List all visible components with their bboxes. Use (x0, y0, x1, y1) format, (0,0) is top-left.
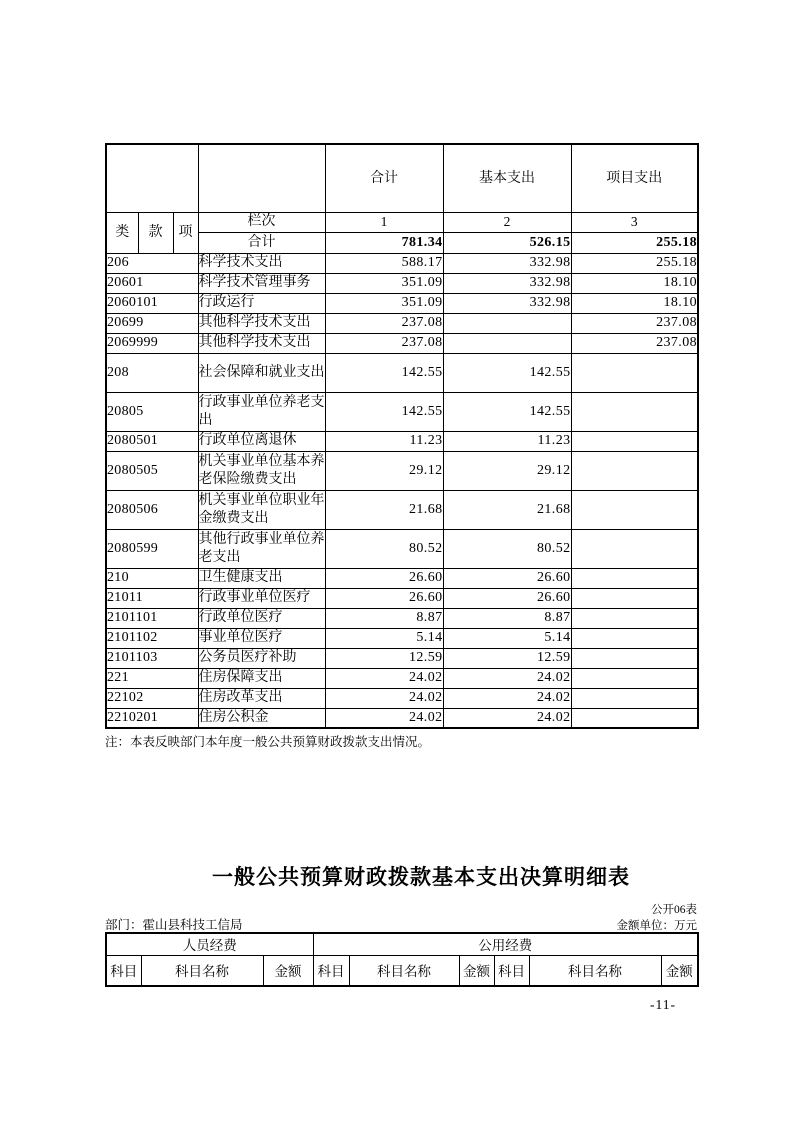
total-amount-cell: 351.09 (325, 273, 443, 293)
corner-blank-cell (106, 144, 198, 212)
subject-code-cell: 2101103 (106, 648, 198, 668)
section-title: 一般公共预算财政拨款基本支出决算明细表 (212, 866, 630, 889)
subject-code-cell: 2080505 (106, 451, 198, 490)
subject-name-cell: 其他科学技术支出 (198, 333, 325, 353)
project-amount-cell: 237.08 (571, 333, 698, 353)
table-row (106, 333, 698, 353)
project-amount-cell (571, 608, 698, 628)
basic-amount-cell: 26.60 (443, 568, 571, 588)
total-amount-cell: 11.23 (325, 431, 443, 451)
table-note: 注：本表反映部门本年度一般公共预算财政拨款支出情况。 (105, 735, 431, 749)
subject-name-cell: 机关事业单位基本养老保险缴费支出 (198, 451, 325, 490)
group-header-public: 公用经费 (313, 933, 698, 955)
project-amount-cell (571, 708, 698, 728)
basic-amount-cell: 142.55 (443, 353, 571, 392)
subject-code-cell: 206 (106, 253, 198, 273)
col-subject-name-3: 科目名称 (529, 955, 661, 986)
basic-amount-cell: 26.60 (443, 588, 571, 608)
subject-name-cell: 行政事业单位医疗 (198, 588, 325, 608)
subject-name-cell: 其他行政事业单位养老支出 (198, 529, 325, 568)
table-row (106, 353, 698, 392)
basic-amount-cell: 332.98 (443, 253, 571, 273)
basic-amount-cell: 29.12 (443, 451, 571, 490)
table-row (106, 668, 698, 688)
amount-unit-label: 金额单位：万元 (616, 920, 697, 932)
basic-amount-cell (443, 333, 571, 353)
subject-code-cell: 2101101 (106, 608, 198, 628)
basic-amount-cell: 332.98 (443, 293, 571, 313)
column-header-basic: 基本支出 (443, 144, 571, 212)
project-amount-cell: 255.18 (571, 253, 698, 273)
totals-total-cell: 781.34 (325, 232, 443, 253)
basic-amount-cell: 11.23 (443, 431, 571, 451)
basic-amount-cell (443, 313, 571, 333)
basic-amount-cell: 332.98 (443, 273, 571, 293)
col-amount-3: 金额 (661, 955, 698, 986)
table-row (106, 253, 698, 273)
table-row (106, 568, 698, 588)
basic-expenditure-detail-table (105, 932, 699, 987)
subject-name-cell: 事业单位医疗 (198, 628, 325, 648)
total-amount-cell: 12.59 (325, 648, 443, 668)
expense-group-header-row (106, 933, 698, 955)
total-amount-cell: 237.08 (325, 333, 443, 353)
subject-name-cell: 机关事业单位职业年金缴费支出 (198, 490, 325, 529)
lanci-label: 栏次 (198, 212, 325, 232)
project-amount-cell (571, 628, 698, 648)
table-row (106, 431, 698, 451)
column-header-total: 合计 (325, 144, 443, 212)
table-row (106, 688, 698, 708)
total-amount-cell: 24.02 (325, 668, 443, 688)
subject-name-cell: 公务员医疗补助 (198, 648, 325, 668)
table-row (106, 708, 698, 728)
total-amount-cell: 24.02 (325, 708, 443, 728)
basic-amount-cell: 24.02 (443, 688, 571, 708)
table-row (106, 648, 698, 668)
project-amount-cell: 237.08 (571, 313, 698, 333)
table-row (106, 588, 698, 608)
total-amount-cell: 26.60 (325, 588, 443, 608)
subject-code-cell: 2080501 (106, 431, 198, 451)
group-header-personnel: 人员经费 (106, 933, 313, 955)
project-amount-cell (571, 688, 698, 708)
subject-name-cell: 社会保障和就业支出 (198, 353, 325, 392)
table-row (106, 628, 698, 648)
col-subject-2: 科目 (313, 955, 349, 986)
project-amount-cell (571, 588, 698, 608)
expense-column-header-row (106, 955, 698, 986)
total-amount-cell: 80.52 (325, 529, 443, 568)
table-row (106, 451, 698, 490)
lanci-number-2: 2 (443, 212, 571, 232)
project-amount-cell (571, 668, 698, 688)
basic-amount-cell: 142.55 (443, 392, 571, 431)
page-number: -11- (650, 997, 676, 1012)
subject-code-cell: 208 (106, 353, 198, 392)
table-header-row-lanci (106, 212, 698, 232)
total-amount-cell: 351.09 (325, 293, 443, 313)
table-row (106, 313, 698, 333)
subject-code-cell: 2069999 (106, 333, 198, 353)
subject-code-cell: 2210201 (106, 708, 198, 728)
total-amount-cell: 8.87 (325, 608, 443, 628)
lanci-number-3: 3 (571, 212, 698, 232)
subject-code-cell: 210 (106, 568, 198, 588)
subject-name-cell: 行政运行 (198, 293, 325, 313)
subject-name-cell: 住房公积金 (198, 708, 325, 728)
project-amount-cell (571, 529, 698, 568)
project-amount-cell (571, 568, 698, 588)
subject-name-cell: 住房保障支出 (198, 668, 325, 688)
total-amount-cell: 588.17 (325, 253, 443, 273)
header-item: 项 (173, 212, 198, 253)
project-amount-cell (571, 648, 698, 668)
project-amount-cell (571, 353, 698, 392)
lanci-number-1: 1 (325, 212, 443, 232)
project-amount-cell (571, 451, 698, 490)
project-amount-cell: 18.10 (571, 293, 698, 313)
subject-code-cell: 20601 (106, 273, 198, 293)
header-class: 类 (106, 212, 138, 253)
col-subject-name-1: 科目名称 (141, 955, 263, 986)
subject-code-cell: 2101102 (106, 628, 198, 648)
col-amount-2: 金额 (459, 955, 494, 986)
subject-name-cell: 行政事业单位养老支出 (198, 392, 325, 431)
totals-basic-cell: 526.15 (443, 232, 571, 253)
subject-name-cell: 行政单位离退休 (198, 431, 325, 451)
basic-amount-cell: 24.02 (443, 668, 571, 688)
subject-code-cell: 2060101 (106, 293, 198, 313)
table-meta-row (105, 915, 697, 932)
subject-code-cell: 20699 (106, 313, 198, 333)
basic-amount-cell: 21.68 (443, 490, 571, 529)
total-amount-cell: 237.08 (325, 313, 443, 333)
table-row (106, 293, 698, 313)
subject-name-cell: 科学技术支出 (198, 253, 325, 273)
name-blank-cell (198, 144, 325, 212)
subject-name-cell: 科学技术管理事务 (198, 273, 325, 293)
total-amount-cell: 5.14 (325, 628, 443, 648)
col-amount-1: 金额 (263, 955, 313, 986)
subject-name-cell: 行政单位医疗 (198, 608, 325, 628)
project-amount-cell (571, 490, 698, 529)
subject-name-cell: 住房改革支出 (198, 688, 325, 708)
totals-project-cell: 255.18 (571, 232, 698, 253)
basic-amount-cell: 24.02 (443, 708, 571, 728)
col-subject-1: 科目 (106, 955, 141, 986)
table-row (106, 392, 698, 431)
table-row (106, 608, 698, 628)
subject-code-cell: 20805 (106, 392, 198, 431)
basic-amount-cell: 12.59 (443, 648, 571, 668)
total-amount-cell: 26.60 (325, 568, 443, 588)
table-code-label: 公开06表 (651, 904, 697, 916)
subject-code-cell: 21011 (106, 588, 198, 608)
project-amount-cell (571, 431, 698, 451)
subject-name-cell: 其他科学技术支出 (198, 313, 325, 333)
table-row (106, 490, 698, 529)
total-amount-cell: 21.68 (325, 490, 443, 529)
total-amount-cell: 24.02 (325, 688, 443, 708)
col-subject-name-2: 科目名称 (349, 955, 459, 986)
header-section: 款 (138, 212, 173, 253)
table-header-row-main (106, 144, 698, 212)
basic-amount-cell: 5.14 (443, 628, 571, 648)
basic-amount-cell: 8.87 (443, 608, 571, 628)
table-row (106, 273, 698, 293)
basic-amount-cell: 80.52 (443, 529, 571, 568)
subject-code-cell: 2080506 (106, 490, 198, 529)
column-header-project: 项目支出 (571, 144, 698, 212)
subject-code-cell: 22102 (106, 688, 198, 708)
department-label: 部门：霍山县科技工信局 (105, 918, 243, 932)
total-amount-cell: 142.55 (325, 353, 443, 392)
totals-label: 合计 (198, 232, 325, 253)
total-amount-cell: 142.55 (325, 392, 443, 431)
subject-code-cell: 2080599 (106, 529, 198, 568)
fiscal-appropriation-expenditure-table (105, 143, 699, 729)
col-subject-3: 科目 (494, 955, 529, 986)
project-amount-cell (571, 392, 698, 431)
table-row (106, 529, 698, 568)
subject-code-cell: 221 (106, 668, 198, 688)
subject-name-cell: 卫生健康支出 (198, 568, 325, 588)
total-amount-cell: 29.12 (325, 451, 443, 490)
project-amount-cell: 18.10 (571, 273, 698, 293)
